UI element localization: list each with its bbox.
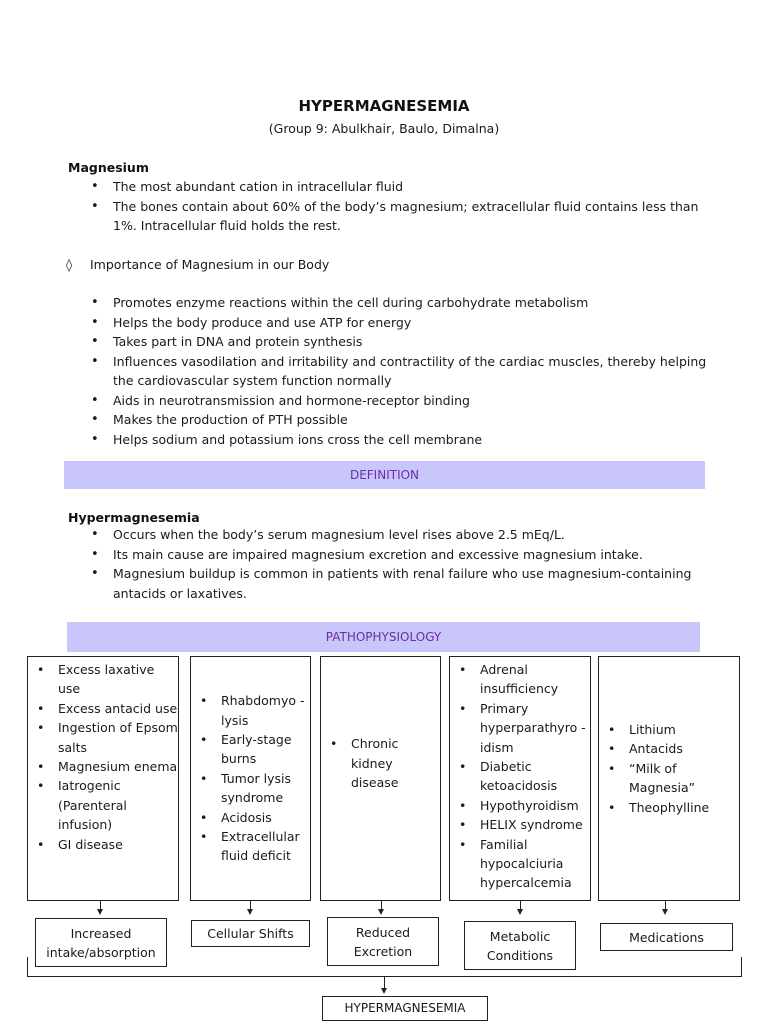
magnesium-heading: Magnesium <box>68 160 149 175</box>
definition-heading: Hypermagnesemia <box>68 510 200 525</box>
list-item: • Theophylline <box>599 798 739 817</box>
list-item: • Magnesium enema <box>28 757 178 776</box>
list-item: • Tumor lysis syndrome <box>191 769 310 808</box>
list-item: • The bones contain about 60% of the body’s magnesium; extracellular fluid contains less than 1%. Intracellular fluid holds the rest. <box>91 197 711 236</box>
cause-box-reduced-excretion <box>320 656 441 901</box>
bracket-left <box>27 957 28 977</box>
importance-heading-text: Importance of Magnesium in our Body <box>90 257 330 272</box>
cause-list <box>599 720 739 817</box>
pathophysiology-band: PATHOPHYSIOLOGY <box>67 622 700 652</box>
list-item: • Ingestion of Epsom salts <box>28 718 178 757</box>
page-subtitle: (Group 9: Abulkhair, Baulo, Dimalna) <box>268 121 500 136</box>
list-item: • Iatrogenic (Parenteral infusion) <box>28 776 178 834</box>
cause-box-metabolic <box>449 656 591 901</box>
result-box: HYPERMAGNESEMIA <box>322 996 488 1021</box>
cause-box-intake <box>27 656 179 901</box>
list-item: • GI disease <box>28 835 178 854</box>
list-item: • Hypothyroidism <box>450 796 590 815</box>
list-item: • Influences vasodilation and irritability and contractility of the cardiac muscles, thereby helping the cardiovascular system function normally <box>91 352 711 391</box>
list-item: • Adrenal insufficiency <box>450 660 590 699</box>
list-item: • Extracellular fluid deficit <box>191 827 310 866</box>
list-item: • The most abundant cation in intracellular fluid <box>91 177 711 197</box>
arrow-down-icon <box>662 909 668 915</box>
category-label-reduced-excretion: Reduced Excretion <box>327 917 439 966</box>
list-item: • Magnesium buildup is common in patients with renal failure who use magnesium-containing antacids or laxatives. <box>91 564 711 603</box>
category-label-intake: Increased intake/absorption <box>35 918 167 967</box>
cause-list <box>28 657 178 854</box>
list-item: • Excess laxative use <box>28 660 178 699</box>
cause-box-medications <box>598 656 740 901</box>
list-item: • Makes the production of PTH possible <box>91 410 711 430</box>
cause-list <box>321 734 440 792</box>
list-item: • Aids in neurotransmission and hormone-receptor binding <box>91 391 711 411</box>
arrow-down-icon <box>381 988 387 994</box>
list-item: • Takes part in DNA and protein synthesis <box>91 332 711 352</box>
list-item: • Occurs when the body’s serum magnesium level rises above 2.5 mEq/L. <box>91 525 711 545</box>
connector-line <box>381 901 382 909</box>
arrow-down-icon <box>247 909 253 915</box>
arrow-down-icon <box>97 909 103 915</box>
list-item: • Helps the body produce and use ATP for energy <box>91 313 711 333</box>
category-label-cellular-shifts: Cellular Shifts <box>191 920 310 947</box>
category-label-metabolic: Metabolic Conditions <box>464 921 576 970</box>
list-item: • Lithium <box>599 720 739 739</box>
list-item: • Promotes enzyme reactions within the cell during carbohydrate metabolism <box>91 293 711 313</box>
bracket-right <box>741 957 742 977</box>
cause-box-cellular-shifts <box>190 656 311 901</box>
category-label-medications: Medications <box>600 923 733 951</box>
arrow-down-icon <box>517 909 523 915</box>
definition-band: DEFINITION <box>64 461 705 489</box>
importance-heading <box>66 257 329 272</box>
list-item: • “Milk of Magnesia” <box>599 759 739 798</box>
diamond-icon: ◊ <box>66 257 73 272</box>
arrow-down-icon <box>378 909 384 915</box>
list-item: • Antacids <box>599 739 739 758</box>
importance-list <box>91 293 711 449</box>
page-title: HYPERMAGNESEMIA <box>298 97 470 115</box>
connector-line <box>520 901 521 909</box>
list-item: • Chronic kidney disease <box>321 734 421 792</box>
list-item: • Helps sodium and potassium ions cross the cell membrane <box>91 430 711 450</box>
list-item: • Rhabdomyo -lysis <box>191 691 310 730</box>
definition-list <box>91 525 711 603</box>
cause-list <box>191 691 310 866</box>
list-item: • Excess antacid use <box>28 699 178 718</box>
list-item: • Primary hyperparathyro -idism <box>450 699 590 757</box>
connector-line <box>384 976 385 988</box>
list-item: • Early-stage burns <box>191 730 310 769</box>
list-item: • Familial hypocalciuria hypercalcemia <box>450 835 590 893</box>
connector-line <box>665 901 666 909</box>
list-item: • Its main cause are impaired magnesium excretion and excessive magnesium intake. <box>91 545 711 565</box>
magnesium-list <box>91 177 711 236</box>
cause-list <box>450 657 590 893</box>
list-item: • Acidosis <box>191 808 310 827</box>
connector-line <box>100 901 101 909</box>
list-item: • HELIX syndrome <box>450 815 590 834</box>
list-item: • Diabetic ketoacidosis <box>450 757 590 796</box>
connector-line <box>250 901 251 909</box>
